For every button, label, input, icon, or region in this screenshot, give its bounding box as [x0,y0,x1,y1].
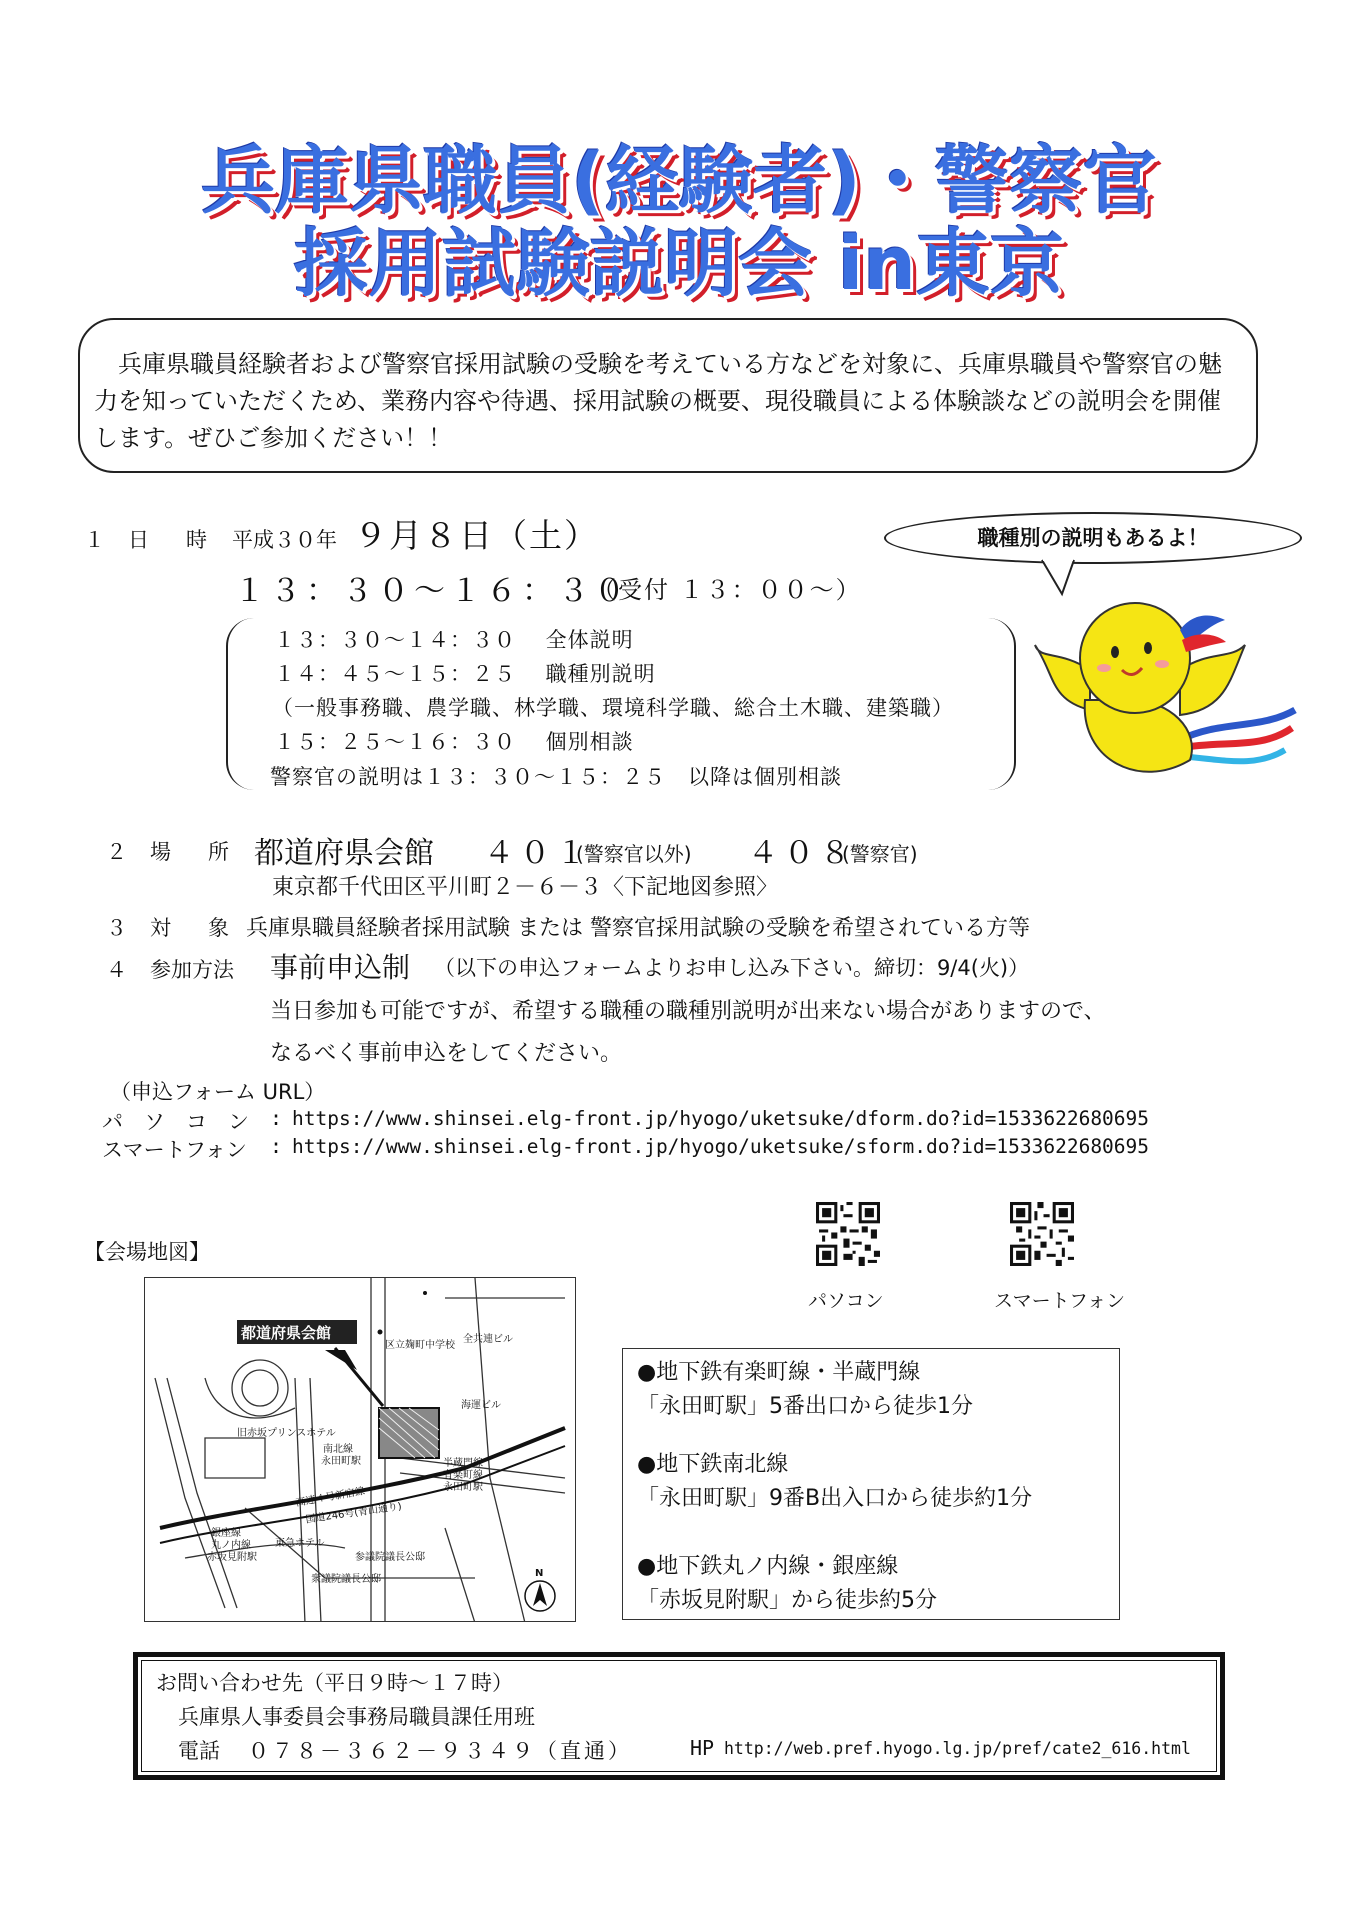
map-label: 海運ビル [461,1400,501,1411]
place-room-1: ４０１ [484,836,592,871]
map-venue-label: 都道府県会館 [241,1324,332,1342]
title-line-1: 兵庫県職員(経験者)・警察官 [201,138,1157,224]
access-detail: 「永田町駅」9番B出入口から徒歩約1分 [637,1486,1033,1511]
target-num: ３ [106,916,127,940]
datetime-time: １３：３０～１６：３０ [234,573,630,609]
qr-code-pc-icon[interactable] [816,1202,880,1266]
place-room-1-note: (警察官以外) [576,842,692,866]
map-label: 国道246号(青山通り) [304,1501,403,1526]
map-label: 衆議院議長公邸 [311,1574,381,1585]
datetime-num: １ [84,528,105,552]
method-label: 参加方法 [150,958,234,982]
map-label: 参議院議長公邸 [355,1552,425,1563]
map-label: 区立麹町中学校 [385,1340,455,1351]
venue-map [144,1277,576,1622]
form-heading: （申込フォーム URL） [110,1080,326,1104]
form-sp-url[interactable]: https://www.shinsei.elg-front.jp/hyogo/uketsuke/sform.do?id=1533622680695 [292,1135,1150,1158]
intro-box [78,318,1258,473]
form-sp-label: スマートフォン [102,1138,247,1162]
speech-bubble [884,512,1302,564]
form-pc-separator: : [270,1106,283,1130]
schedule-item: （一般事務職、農学職、林学職、環境科学職、総合土木職、建築職） [272,696,954,720]
schedule-item: １４：４５～１５：２５ 職種別説明 [274,662,656,686]
map-label: 旧赤坂プリンスホテル [237,1428,336,1439]
contact-hp-label: HP [690,1736,715,1760]
place-label: 場 所 [150,840,237,864]
mascot-bird-icon [1030,590,1300,810]
access-detail: 「赤坂見附駅」から徒歩約5分 [637,1588,937,1613]
form-pc-label: パ ソ コ ン [102,1110,249,1134]
contact-org: 兵庫県人事委員会事務局職員課任用班 [178,1705,535,1729]
place-room-2-note: (警察官) [842,842,918,866]
place-num: ２ [106,840,127,864]
qr-code-smartphone-icon[interactable] [1010,1202,1074,1266]
contact-inner [141,1660,1217,1772]
map-label: 永田町駅 [443,1482,483,1493]
access-line: ●地下鉄南北線 [637,1452,789,1477]
method-num: ４ [106,958,127,982]
map-label: 銀座線 [211,1528,241,1539]
target-text: 兵庫県職員経験者採用試験 または 警察官採用試験の受験を希望されている方等 [246,916,1030,941]
intro-text: 兵庫県職員経験者および警察官採用試験の受験を考えている方などを対象に、兵庫県職員や警察官の魅力を知っていただくため、業務内容や待遇、採用試験の概要、現役職員による体験談などの説明会を開催します。ぜひご参加ください！！ [94,350,1222,452]
contact-tel-label: 電話 [178,1739,220,1763]
method-main: 事前申込制 [270,951,411,984]
qr-smartphone-caption: スマートフォン [994,1290,1126,1312]
map-label: 全共連ビル [463,1334,513,1345]
contact-tel: ０７８－３６２－９３４９（直通） [248,1739,632,1763]
map-label: 半蔵門線 [443,1458,483,1469]
map-label: 有楽町線 [443,1470,483,1481]
qr-pc-caption: パソコン [808,1290,884,1312]
contact-heading: お問い合わせ先（平日９時～１７時） [156,1671,513,1695]
method-line-2: 当日参加も可能ですが、希望する職種の職種別説明が出来ない場合がありますので、 [270,999,1106,1024]
access-line: ●地下鉄有楽町線・半蔵門線 [637,1360,921,1385]
form-pc-url[interactable]: https://www.shinsei.elg-front.jp/hyogo/uketsuke/dform.do?id=1533622680695 [292,1107,1150,1130]
place-address: 東京都千代田区平川町２－６－３〈下記地図参照〉 [272,875,779,900]
datetime-era: 平成３０年 [232,528,337,552]
method-note: （以下の申込フォームよりお申し込み下さい。締切：9/4(火)） [434,956,1030,980]
place-venue: 都道府県会館 [254,836,434,871]
map-label: 丸ノ内線 [211,1540,251,1551]
map-label: 高速４号新宿線 [294,1485,366,1509]
target-label: 対 象 [150,916,237,940]
schedule-item: １５：２５～１６：３０ 個別相談 [274,730,634,754]
map-label: 赤坂見附駅 [207,1552,257,1563]
map-label: 南北線 [323,1444,353,1455]
form-sp-separator: : [270,1134,283,1158]
contact-box [133,1652,1225,1780]
access-box [622,1348,1120,1620]
map-label: 東急ホテル [275,1538,325,1549]
map-north-label: N [535,1568,544,1579]
place-room-2: ４０８ [748,836,856,871]
map-label: 永田町駅 [321,1456,361,1467]
speech-bubble-text: 職種別の説明もあるよ！ [977,526,1209,550]
title-line-2: 採用試験説明会 in東京 [294,221,1064,307]
access-line: ●地下鉄丸ノ内線・銀座線 [637,1554,899,1579]
datetime-label: 日 時 [128,528,215,552]
contact-hp-url[interactable]: http://web.pref.hyogo.lg.jp/pref/cate2_616.html [724,1739,1191,1758]
method-line-3: なるべく事前申込をしてください。 [270,1041,623,1066]
map-heading: 【会場地図】 [84,1240,210,1264]
schedule-item: １３：３０～１４：３０ 全体説明 [274,628,634,652]
datetime-reception: （受付 １３：００～） [592,576,862,604]
schedule-item: 警察官の説明は１３：３０～１５：２５ 以降は個別相談 [270,765,842,789]
datetime-date: ９月８日（土） [354,516,599,555]
access-detail: 「永田町駅」5番出口から徒歩1分 [637,1394,973,1419]
